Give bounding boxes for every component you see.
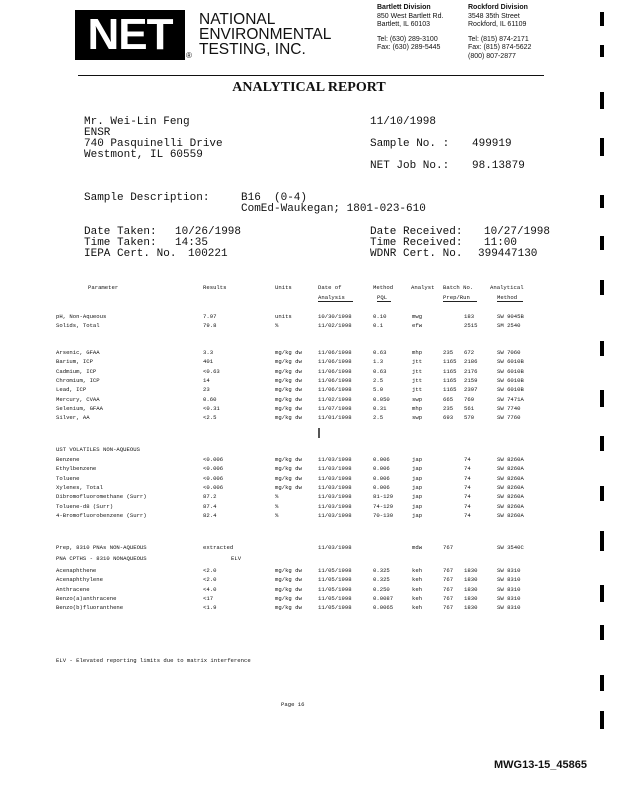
cell-parameter: Acenaphthylene: [56, 576, 103, 584]
cell-run: 1830: [464, 567, 478, 574]
cell-pql: 0.250: [373, 585, 390, 593]
cell-analyst: swp: [412, 395, 423, 403]
cell-analyst: keh: [412, 567, 423, 574]
date-taken-label: Date Taken:: [84, 226, 157, 238]
cell-result: 23: [203, 386, 210, 394]
cell-parameter: Toluene: [56, 474, 80, 482]
report-title: ANALYTICAL REPORT: [232, 80, 386, 95]
cell-prep: 665: [443, 395, 454, 403]
cell-units: mg/kg dw: [275, 358, 302, 366]
division-title: Rockford Division: [468, 4, 528, 11]
cell-result: <2.0: [203, 576, 217, 584]
cell-pql: 0.325: [373, 576, 390, 584]
cell-analyst: jtt: [412, 358, 423, 366]
cell-parameter: Xylenes, Total: [56, 483, 103, 491]
cell-method: SW 8260A: [497, 493, 524, 501]
division-line: Fax: (630) 289-5445: [377, 44, 441, 51]
cell-analyst: jap: [412, 474, 423, 482]
margin-mark: [600, 675, 604, 691]
cell-date: 11/03/1998: [318, 465, 352, 473]
cell-run: 2176: [464, 367, 478, 375]
cell-date: 11/05/1998: [318, 576, 352, 584]
cell-method: SW 6010B: [497, 376, 524, 384]
cell-method: SW 6010B: [497, 358, 524, 366]
margin-mark: [600, 390, 604, 407]
cell-result: 7.97: [203, 313, 217, 320]
cell-analyst: mhp: [412, 349, 423, 356]
cell-analyst: efw: [412, 322, 423, 330]
cell-date: 11/03/1998: [318, 544, 352, 551]
cell-method: SW 8260A: [497, 456, 524, 463]
division-line: Rockford, IL 61109: [468, 21, 527, 28]
margin-mark: [600, 195, 604, 208]
time-taken-label: Time Taken:: [84, 237, 157, 249]
cell-run: 2397: [464, 386, 478, 394]
time-received-value: 11:00: [484, 237, 518, 249]
section-title-pna: PNA CPTHS - 8310 NONAQUEOUS: [56, 555, 147, 562]
company-line: NATIONAL: [199, 11, 276, 28]
cell-prep: 693: [443, 414, 454, 422]
cell-method: SW 9045B: [497, 313, 524, 320]
cell-pql: 0.006: [373, 474, 390, 482]
cell-method: SW 8260A: [497, 511, 524, 519]
cell-units: %: [275, 322, 279, 330]
cell-result: <0.31: [203, 404, 220, 412]
cell-result: <0.006: [203, 456, 224, 463]
registered-mark: ®: [186, 51, 192, 60]
header-underline: [443, 301, 477, 302]
cell-run: 570: [464, 414, 475, 422]
cell-prep: 1165: [443, 367, 457, 375]
cell-analyst: swp: [412, 414, 423, 422]
cell-pql: 0.0065: [373, 604, 394, 612]
cell-prep: 235: [443, 349, 454, 356]
cell-result: <0.63: [203, 367, 220, 375]
sample-no-value: 499919: [472, 138, 512, 150]
col-header-analytical: Analytical: [490, 284, 524, 291]
cell-prep: 767: [443, 567, 454, 574]
cell-run: 74: [464, 502, 471, 510]
cell-analyst: jap: [412, 456, 423, 463]
cell-pql: 0.006: [373, 456, 390, 463]
elv-flag: ELV: [231, 555, 242, 562]
cell-parameter: Mercury, CVAA: [56, 395, 100, 403]
sample-description-line2: ComEd-Waukegan; 1801-023-610: [241, 203, 426, 215]
cell-date: 11/03/1998: [318, 483, 352, 491]
cell-pql: 0.006: [373, 483, 390, 491]
cell-units: mg/kg dw: [275, 367, 302, 375]
net-logo: NET: [75, 10, 185, 60]
cell-pql: 70-130: [373, 511, 394, 519]
cell-units: mg/kg dw: [275, 395, 302, 403]
cell-units: mg/kg dw: [275, 386, 302, 394]
cell-method: SM 2540: [497, 322, 521, 330]
cell-pql: 2.5: [373, 376, 384, 384]
cell-pql: 0.0087: [373, 594, 394, 602]
cell-parameter: pH, Non-Aqueous: [56, 313, 107, 320]
cell-date: 11/06/1998: [318, 386, 352, 394]
cell-pql: 81-129: [373, 493, 394, 501]
col-header-method: Method: [373, 284, 394, 291]
cell-date: 11/05/1998: [318, 604, 352, 612]
cell-analyst: jap: [412, 511, 423, 519]
cell-pql: 0.050: [373, 395, 390, 403]
col-header-parameter: Parameter: [88, 284, 119, 291]
cell-result: <0.006: [203, 465, 224, 473]
cell-parameter: Benzo(b)fluoranthene: [56, 604, 124, 612]
margin-mark: [600, 486, 604, 501]
cell-date: 11/06/1998: [318, 367, 352, 375]
cell-date: 10/30/1998: [318, 313, 352, 320]
cell-units: mg/kg dw: [275, 456, 302, 463]
cell-parameter: Silver, AA: [56, 414, 90, 422]
cell-parameter: Toluene-d8 (Surr): [56, 502, 114, 510]
cell-run: 561: [464, 404, 475, 412]
cell-units: mg/kg dw: [275, 414, 302, 422]
col-header-date-2: Analysis: [318, 294, 345, 301]
cell-run: 74: [464, 493, 471, 501]
document-id: MWG13-15_45865: [494, 759, 587, 771]
header-underline: [377, 301, 391, 302]
cell-date: 11/02/1998: [318, 395, 352, 403]
cell-units: units: [275, 313, 292, 320]
cell-analyst: jtt: [412, 376, 423, 384]
margin-mark: [600, 585, 604, 602]
cell-pql: 0.10: [373, 313, 387, 320]
cell-pql: 1.3: [373, 358, 384, 366]
cell-method: SW 7471A: [497, 395, 524, 403]
cell-prep: 1165: [443, 386, 457, 394]
cell-units: mg/kg dw: [275, 465, 302, 473]
cell-date: 11/06/1998: [318, 376, 352, 384]
rockford-division: [468, 4, 531, 61]
cell-date: 11/03/1998: [318, 474, 352, 482]
cell-result: 79.8: [203, 322, 217, 330]
section-title-ust-volatiles: UST VOLATILES NON-AQUEOUS: [56, 446, 140, 453]
col-header-date: Date of: [318, 284, 342, 291]
cell-units: mg/kg dw: [275, 576, 302, 584]
col-header-analyst: Analyst: [411, 284, 435, 291]
cell-method: SW 8260A: [497, 465, 524, 473]
cell-method: SW 8310: [497, 585, 521, 593]
cell-date: 11/01/1998: [318, 414, 352, 422]
cell-result: 87.4: [203, 502, 217, 510]
cell-method: SW 7060: [497, 349, 521, 356]
cell-parameter: Benzene: [56, 456, 80, 463]
division-line: (800) 807-2877: [468, 52, 516, 60]
cell-prep: 767: [443, 594, 454, 602]
cell-units: mg/kg dw: [275, 474, 302, 482]
division-line: Bartlett, IL 60103: [377, 21, 431, 28]
cell-parameter: Acenaphthene: [56, 567, 97, 574]
cell-analyst: jap: [412, 465, 423, 473]
cell-result: <0.006: [203, 483, 224, 491]
job-no-value: 98.13879: [472, 160, 525, 172]
division-line: 850 West Bartlett Rd.: [377, 12, 444, 20]
cell-method: SW 7760: [497, 414, 521, 422]
cell-run: 1830: [464, 594, 478, 602]
margin-mark: [600, 625, 604, 640]
client-street: 740 Pasquinelli Drive: [84, 138, 223, 150]
cell-pql: 0.63: [373, 367, 387, 375]
cell-result: 3.3: [203, 349, 214, 356]
cell-method: SW 8310: [497, 604, 521, 612]
cell-run: 2515: [464, 322, 478, 330]
cell-pql: 2.5: [373, 414, 384, 422]
cell-method: SW 8310: [497, 594, 521, 602]
col-header-units: Units: [275, 284, 292, 291]
cell-run: 74: [464, 465, 471, 473]
client-name: Mr. Wei-Lin Feng: [84, 116, 190, 128]
cell-method: SW 6010B: [497, 367, 524, 375]
col-header-prep-run: Prep/Run: [443, 294, 470, 301]
cell-prep: 1165: [443, 358, 457, 366]
cell-date: 11/02/1998: [318, 322, 352, 330]
cell-prep: 767: [443, 604, 454, 612]
client-company: ENSR: [84, 127, 111, 139]
sample-description-label: Sample Description:: [84, 192, 210, 204]
wdnr-cert-value: 399447130: [478, 248, 538, 260]
time-received-label: Time Received:: [370, 237, 463, 249]
cell-analyst: jap: [412, 493, 423, 501]
cell-parameter: Lead, ICP: [56, 386, 87, 394]
division-line: Tel: (815) 874-2171: [468, 35, 529, 43]
cell-result: <4.0: [203, 585, 217, 593]
cell-result: 0.60: [203, 395, 217, 403]
iepa-cert-label: IEPA Cert. No.: [84, 248, 177, 260]
time-taken-value: 14:35: [175, 237, 209, 249]
col-header-batch: Batch No.: [443, 284, 474, 291]
cell-method: SW 8260A: [497, 502, 524, 510]
scan-mark: [318, 428, 320, 438]
cell-parameter: Solids, Total: [56, 322, 100, 330]
cell-result: <1.9: [203, 604, 217, 612]
company-line: TESTING, INC.: [199, 41, 306, 58]
cell-parameter: Anthracene: [56, 585, 90, 593]
footnote-elv: ELV - Elevated reporting limits due to matrix interference: [56, 657, 251, 664]
cell-analyst: mdw: [412, 544, 423, 551]
cell-run: 672: [464, 349, 475, 356]
margin-mark: [600, 12, 604, 26]
col-header-results: Results: [203, 284, 227, 291]
cell-units: mg/kg dw: [275, 349, 302, 356]
division-line: 3548 35th Street: [468, 12, 520, 20]
cell-prep: 767: [443, 585, 454, 593]
iepa-cert-value: 100221: [188, 248, 228, 260]
sample-description-line1: B16 (0-4): [241, 192, 308, 204]
cell-pql: 0.325: [373, 567, 390, 574]
cell-method: SW 8260A: [497, 474, 524, 482]
cell-date: 11/07/1998: [318, 404, 352, 412]
cell-units: mg/kg dw: [275, 567, 302, 574]
sample-no-label: Sample No. :: [370, 138, 450, 150]
col-header-pql: PQL: [377, 294, 388, 301]
cell-units: %: [275, 502, 279, 510]
cell-date: 11/03/1998: [318, 456, 352, 463]
cell-units: %: [275, 511, 279, 519]
cell-prep: 235: [443, 404, 454, 412]
cell-analyst: keh: [412, 585, 423, 593]
cell-run: 74: [464, 474, 471, 482]
cell-result: <2.0: [203, 567, 217, 574]
cell-run: 769: [464, 395, 475, 403]
cell-result: 82.4: [203, 511, 217, 519]
cell-pql: 0.31: [373, 404, 387, 412]
header-underline: [318, 301, 353, 302]
cell-date: 11/06/1998: [318, 358, 352, 366]
cell-analyst: keh: [412, 576, 423, 584]
margin-mark: [600, 341, 604, 356]
wdnr-cert-label: WDNR Cert. No.: [370, 248, 463, 260]
cell-parameter: Ethylbenzene: [56, 465, 97, 473]
cell-date: 11/03/1998: [318, 511, 352, 519]
margin-mark: [600, 436, 604, 451]
cell-parameter: 4-Bromofluorobenzene (Surr): [56, 511, 147, 519]
cell-run: 2186: [464, 358, 478, 366]
cell-pql: 5.0: [373, 386, 384, 394]
cell-result: <17: [203, 594, 214, 602]
report-date: 11/10/1998: [370, 116, 437, 128]
margin-mark: [600, 138, 604, 156]
cell-prep: 767: [443, 544, 454, 551]
cell-result: 401: [203, 358, 214, 366]
client-city: Westmont, IL 60559: [84, 149, 203, 161]
cell-run: 74: [464, 456, 471, 463]
bartlett-division: [377, 4, 443, 53]
cell-analyst: mwg: [412, 313, 423, 320]
cell-method: SW 8310: [497, 576, 521, 584]
cell-date: 11/03/1998: [318, 502, 352, 510]
cell-analyst: jtt: [412, 386, 423, 394]
cell-date: 11/03/1998: [318, 493, 352, 501]
cell-units: mg/kg dw: [275, 483, 302, 491]
cell-units: mg/kg dw: [275, 585, 302, 593]
cell-pql: 0.1: [373, 322, 384, 330]
cell-result: 14: [203, 376, 210, 384]
margin-mark: [600, 236, 604, 250]
date-received-label: Date Received:: [370, 226, 463, 238]
cell-run: 1830: [464, 585, 478, 593]
cell-run: 1830: [464, 604, 478, 612]
cell-method: SW 8310: [497, 567, 521, 574]
cell-analyst: keh: [412, 594, 423, 602]
cell-result: <0.006: [203, 474, 224, 482]
cell-method: SW 6010B: [497, 386, 524, 394]
company-name: [199, 12, 331, 57]
division-line: Tel: (630) 289-3100: [377, 35, 438, 43]
margin-mark: [600, 92, 604, 109]
cell-parameter: Cadmium, ICP: [56, 367, 97, 375]
cell-run: 74: [464, 483, 471, 491]
col-header-analytical-method: Method: [497, 294, 518, 301]
cell-method: SW 8260A: [497, 483, 524, 491]
cell-pql: 0.006: [373, 465, 390, 473]
cell-prep: 1165: [443, 376, 457, 384]
margin-mark: [600, 280, 604, 295]
margin-mark: [600, 45, 604, 57]
cell-result: extracted: [203, 544, 234, 551]
company-line: ENVIRONMENTAL: [199, 26, 332, 43]
cell-parameter: Prep, 8310 PNAs NON-AQUEOUS: [56, 544, 147, 551]
cell-parameter: Arsenic, GFAA: [56, 349, 100, 356]
cell-run: 1830: [464, 576, 478, 584]
cell-parameter: Chromium, ICP: [56, 376, 100, 384]
cell-method: SW 3540C: [497, 544, 524, 551]
cell-run: 183: [464, 313, 475, 320]
margin-mark: [600, 531, 604, 551]
date-received-value: 10/27/1998: [484, 226, 551, 238]
cell-units: %: [275, 493, 279, 501]
cell-parameter: Selenium, GFAA: [56, 404, 103, 412]
date-taken-value: 10/26/1998: [175, 226, 242, 238]
cell-pql: 74-129: [373, 502, 394, 510]
margin-mark: [600, 711, 604, 729]
cell-parameter: Dibromofluoromethane (Surr): [56, 493, 147, 501]
cell-method: SW 7740: [497, 404, 521, 412]
cell-date: 11/05/1998: [318, 585, 352, 593]
cell-run: 74: [464, 511, 471, 519]
cell-date: 11/05/1998: [318, 567, 352, 574]
cell-parameter: Barium, ICP: [56, 358, 93, 366]
header-underline: [497, 301, 523, 302]
cell-analyst: mhp: [412, 404, 423, 412]
cell-analyst: jap: [412, 483, 423, 491]
job-no-label: NET Job No.:: [370, 160, 450, 172]
header-rule: [78, 75, 544, 76]
cell-parameter: Benzo(a)anthracene: [56, 594, 117, 602]
cell-date: 11/06/1998: [318, 349, 352, 356]
cell-pql: 0.63: [373, 349, 387, 356]
division-line: Fax: (815) 874-5622: [468, 44, 532, 51]
cell-units: mg/kg dw: [275, 404, 302, 412]
cell-units: mg/kg dw: [275, 376, 302, 384]
cell-date: 11/05/1998: [318, 594, 352, 602]
cell-analyst: keh: [412, 604, 423, 612]
cell-result: <2.5: [203, 414, 217, 422]
cell-result: 87.2: [203, 493, 217, 501]
division-title: Bartlett Division: [377, 4, 431, 11]
cell-analyst: jtt: [412, 367, 423, 375]
cell-units: mg/kg dw: [275, 594, 302, 602]
cell-run: 2159: [464, 376, 478, 384]
page-number: Page 16: [281, 701, 305, 708]
cell-analyst: jap: [412, 502, 423, 510]
cell-prep: 767: [443, 576, 454, 584]
cell-units: mg/kg dw: [275, 604, 302, 612]
